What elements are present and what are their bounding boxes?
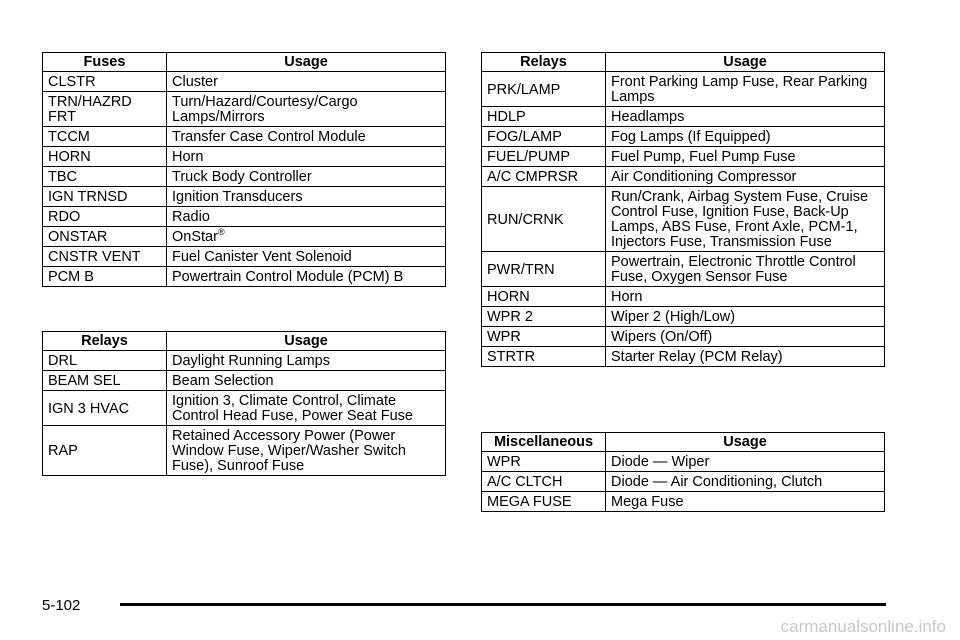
column-header: Relays xyxy=(43,332,167,351)
usage-cell: Radio xyxy=(167,207,446,227)
relay-name-cell: WPR 2 xyxy=(482,307,606,327)
usage-cell: Powertrain, Electronic Throttle Control Fuse, Oxygen Sensor Fuse xyxy=(606,252,885,287)
table-row xyxy=(482,252,885,287)
table-row xyxy=(43,371,446,391)
table-row xyxy=(43,391,446,426)
table-header-row xyxy=(43,332,446,351)
usage-cell: Daylight Running Lamps xyxy=(167,351,446,371)
relay-name-cell: HORN xyxy=(482,287,606,307)
table-row xyxy=(43,267,446,287)
fuses-table xyxy=(42,52,446,287)
table-row xyxy=(482,347,885,367)
registered-mark: ® xyxy=(217,227,225,238)
usage-cell: Cluster xyxy=(167,72,446,92)
column-header: Relays xyxy=(482,53,606,72)
usage-cell: Wipers (On/Off) xyxy=(606,327,885,347)
table-row xyxy=(482,472,885,492)
usage-cell: Fog Lamps (If Equipped) xyxy=(606,127,885,147)
table-row xyxy=(43,207,446,227)
column-header: Miscellaneous xyxy=(482,433,606,452)
page-number: 5-102 xyxy=(42,597,81,614)
table-row xyxy=(43,227,446,247)
miscellaneous-table xyxy=(481,432,885,512)
item-name-cell: MEGA FUSE xyxy=(482,492,606,512)
usage-cell: Run/Crank, Airbag System Fuse, Cruise Control Fuse, Ignition Fuse, Back-Up Lamps, ABS Fuse, Front Axle, PCM-1, Injectors Fuse, Transmission Fuse xyxy=(606,187,885,252)
table-header-row xyxy=(43,53,446,72)
table-row xyxy=(482,147,885,167)
usage-cell: Ignition 3, Climate Control, Climate Control Head Fuse, Power Seat Fuse xyxy=(167,391,446,426)
relay-name-cell: FUEL/PUMP xyxy=(482,147,606,167)
usage-cell: Horn xyxy=(167,147,446,167)
table-row xyxy=(482,107,885,127)
relay-name-cell: WPR xyxy=(482,327,606,347)
table-header-row xyxy=(482,53,885,72)
table-row xyxy=(43,127,446,147)
table-header-row xyxy=(482,433,885,452)
table-row xyxy=(482,307,885,327)
fuse-name-cell: ONSTAR xyxy=(43,227,167,247)
column-header: Usage xyxy=(606,433,885,452)
table-row xyxy=(482,72,885,107)
table-row xyxy=(482,327,885,347)
table-row xyxy=(43,167,446,187)
fuse-name-cell: CLSTR xyxy=(43,72,167,92)
relay-name-cell: A/C CMPRSR xyxy=(482,167,606,187)
fuse-name-cell: TCCM xyxy=(43,127,167,147)
table-row xyxy=(482,127,885,147)
usage-cell: Powertrain Control Module (PCM) B xyxy=(167,267,446,287)
relay-name-cell: PRK/LAMP xyxy=(482,72,606,107)
table-row xyxy=(43,187,446,207)
usage-cell: Wiper 2 (High/Low) xyxy=(606,307,885,327)
table-row xyxy=(43,147,446,167)
table-row xyxy=(43,247,446,267)
fuse-name-cell: TBC xyxy=(43,167,167,187)
usage-cell: Headlamps xyxy=(606,107,885,127)
table-row xyxy=(482,187,885,252)
relay-name-cell: BEAM SEL xyxy=(43,371,167,391)
usage-cell: Horn xyxy=(606,287,885,307)
usage-cell: Front Parking Lamp Fuse, Rear Parking Lamps xyxy=(606,72,885,107)
usage-cell: Truck Body Controller xyxy=(167,167,446,187)
usage-cell: Diode — Wiper xyxy=(606,452,885,472)
column-header: Fuses xyxy=(43,53,167,72)
relay-name-cell: FOG/LAMP xyxy=(482,127,606,147)
relay-name-cell: DRL xyxy=(43,351,167,371)
table-row xyxy=(43,426,446,476)
fuse-name-cell: IGN TRNSD xyxy=(43,187,167,207)
usage-cell: Transfer Case Control Module xyxy=(167,127,446,147)
usage-cell: Air Conditioning Compressor xyxy=(606,167,885,187)
fuse-name-cell: RDO xyxy=(43,207,167,227)
relays-table-right xyxy=(481,52,885,367)
column-header: Usage xyxy=(167,332,446,351)
table-row xyxy=(482,492,885,512)
usage-cell: Fuel Pump, Fuel Pump Fuse xyxy=(606,147,885,167)
onstar-label: OnStar xyxy=(172,229,218,245)
table-row xyxy=(43,92,446,127)
usage-cell: Fuel Canister Vent Solenoid xyxy=(167,247,446,267)
column-header: Usage xyxy=(167,53,446,72)
relay-name-cell: HDLP xyxy=(482,107,606,127)
column-header: Usage xyxy=(606,53,885,72)
relay-name-cell: PWR/TRN xyxy=(482,252,606,287)
fuse-name-cell: PCM B xyxy=(43,267,167,287)
relay-name-cell: RUN/CRNK xyxy=(482,187,606,252)
usage-cell: Ignition Transducers xyxy=(167,187,446,207)
fuse-name-cell: TRN/HAZRD FRT xyxy=(43,92,167,127)
relays-table-left xyxy=(42,331,446,476)
table-row xyxy=(43,72,446,92)
usage-cell: Starter Relay (PCM Relay) xyxy=(606,347,885,367)
usage-cell: Diode — Air Conditioning, Clutch xyxy=(606,472,885,492)
table-row xyxy=(43,351,446,371)
item-name-cell: WPR xyxy=(482,452,606,472)
relay-name-cell: IGN 3 HVAC xyxy=(43,391,167,426)
usage-cell: Beam Selection xyxy=(167,371,446,391)
table-row xyxy=(482,452,885,472)
relay-name-cell: STRTR xyxy=(482,347,606,367)
relay-name-cell: RAP xyxy=(43,426,167,476)
item-name-cell: A/C CLTCH xyxy=(482,472,606,492)
usage-cell xyxy=(167,227,446,247)
usage-cell: Mega Fuse xyxy=(606,492,885,512)
watermark: carmanualsonline.info xyxy=(780,617,946,636)
usage-cell: Retained Accessory Power (Power Window Fuse, Wiper/Washer Switch Fuse), Sunroof Fuse xyxy=(167,426,446,476)
table-row xyxy=(482,287,885,307)
usage-cell: Turn/Hazard/Courtesy/Cargo Lamps/Mirrors xyxy=(167,92,446,127)
fuse-name-cell: HORN xyxy=(43,147,167,167)
footer-divider xyxy=(120,603,886,606)
table-row xyxy=(482,167,885,187)
fuse-name-cell: CNSTR VENT xyxy=(43,247,167,267)
